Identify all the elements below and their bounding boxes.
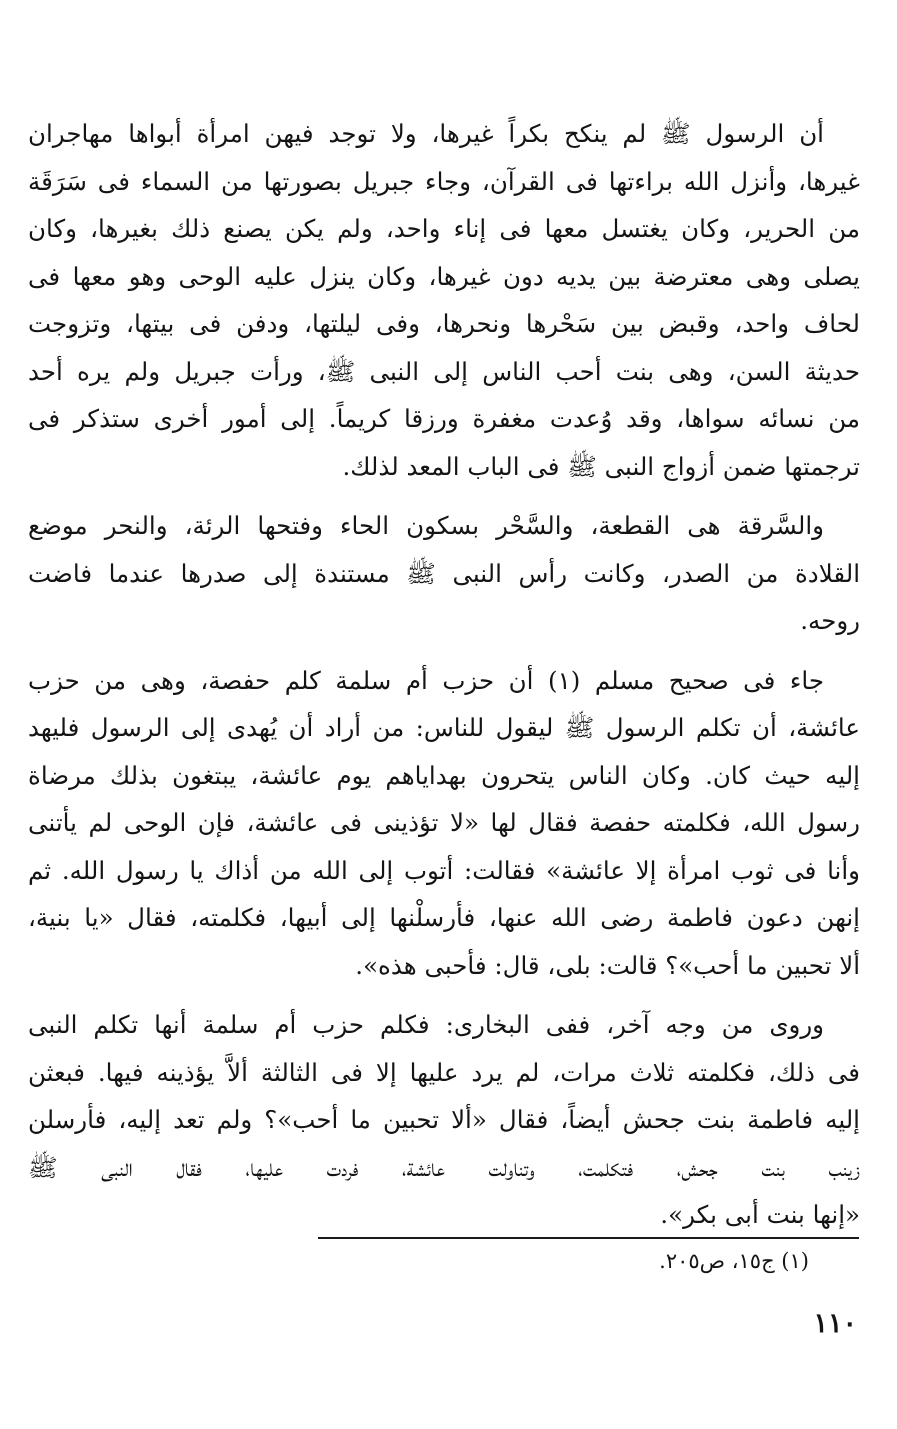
text-line: من الحرير، وكان يغتسل معها فى إناء واحد، ولم يكن يصنع ذلك بغيرها، وكان (28, 214, 860, 243)
paragraph-3 (28, 657, 860, 990)
text-line: روحه. (800, 606, 860, 635)
text-line: يصلى وهى معترضة بين يديه دون غيرها، وكان ينزل عليه الوحى وهو معها فى (28, 261, 860, 291)
text-line: لحاف واحد، وقبض بين سَحْرها ونحرها، وفى ليلتها، ودفن فى بيتها، وتزوجت (28, 309, 860, 338)
footnote: (١) ج١٥، ص٢٠٥. (659, 1249, 809, 1273)
page-body (28, 110, 860, 1251)
text-line: فى ذلك، فكلمته ثلاث مرات، لم يرد عليها إلا فى الثالثة ألاَّ يؤذينه فيها. فبعثن (28, 1057, 860, 1087)
text-line: زينب بنت جحش، فتكلمت، وتناولت عائشة، فردت عليها، فقال النبى ﷺ (28, 1152, 860, 1182)
text-line: القلادة من الصدر، وكانت رأس النبى ﷺ مستندة إلى صدرها عندما فاضت (28, 558, 860, 588)
text-line: وروى من وجه آخر، ففى البخارى: فكلم حزب أم سلمة أنها تكلم النبى (28, 1010, 824, 1039)
text-line: أن الرسول ﷺ لم ينكح بكراً غيرها، ولا توجد فيهن امرأة أبواها مهاجران (28, 119, 824, 148)
text-line: غيرها، وأنزل الله براءتها فى القرآن، وجاء جبريل بصورتها من السماء فى سَرَقَة (28, 166, 860, 196)
paragraph-2 (28, 502, 860, 645)
text-line: ترجمتها ضمن أزواج النبى ﷺ فى الباب المعد لذلك. (342, 451, 860, 481)
text-line: من نسائه سواها، وقد وُعدت مغفرة ورزقا كريماً. إلى أمور أخرى ستذكر فى (28, 404, 860, 433)
text-line: رسول الله، فكلمته حفصة فقال لها «لا تؤذينى فى عائشة، فإن الوحى لم يأتنى (28, 808, 860, 837)
text-line: ألا تحبين ما أحب»؟ قالت: بلى، قال: فأحبى هذه». (355, 950, 860, 980)
paragraph-1 (28, 110, 860, 490)
text-line: إليه حيث كان. وكان الناس يتحرون بهداياهم يوم عائشة، يبتغون بذلك مرضاة (28, 760, 860, 790)
text-line: عائشة، أن تكلم الرسول ﷺ ليقول للناس: من أراد أن يُهدى إلى الرسول فليهد (28, 713, 860, 742)
text-line: جاء فى صحيح مسلم (١) أن حزب أم سلمة كلم حفصة، وهى من حزب (28, 665, 824, 695)
paragraph-4 (28, 1001, 860, 1239)
footnote-separator (318, 1237, 859, 1239)
text-line: «إنها بنت أبى بكر». (660, 1200, 860, 1229)
text-line: والسَّرقة هى القطعة، والسَّحْر بسكون الحاء وفتحها الرئة، والنحر موضع (28, 511, 824, 540)
text-line: إنهن دعون فاطمة رضى الله عنها، فأرسلْنها إلى أبيها، فكلمته، فقال «يا بنية، (28, 903, 860, 932)
text-line: وأنا فى ثوب امرأة إلا عائشة» فقالت: أتوب إلى الله من أذاك يا رسول الله. ثم (28, 855, 860, 885)
text-line: إليه فاطمة بنت جحش أيضاً، فقال «ألا تحبين ما أحب»؟ ولم تعد إليه، فأرسلن (28, 1105, 860, 1134)
text-line: حديثة السن، وهى بنت أحب الناس إلى النبى ﷺ، ورأت جبريل ولم يره أحد (28, 356, 860, 386)
page-number: ١١٠ (813, 1308, 857, 1339)
